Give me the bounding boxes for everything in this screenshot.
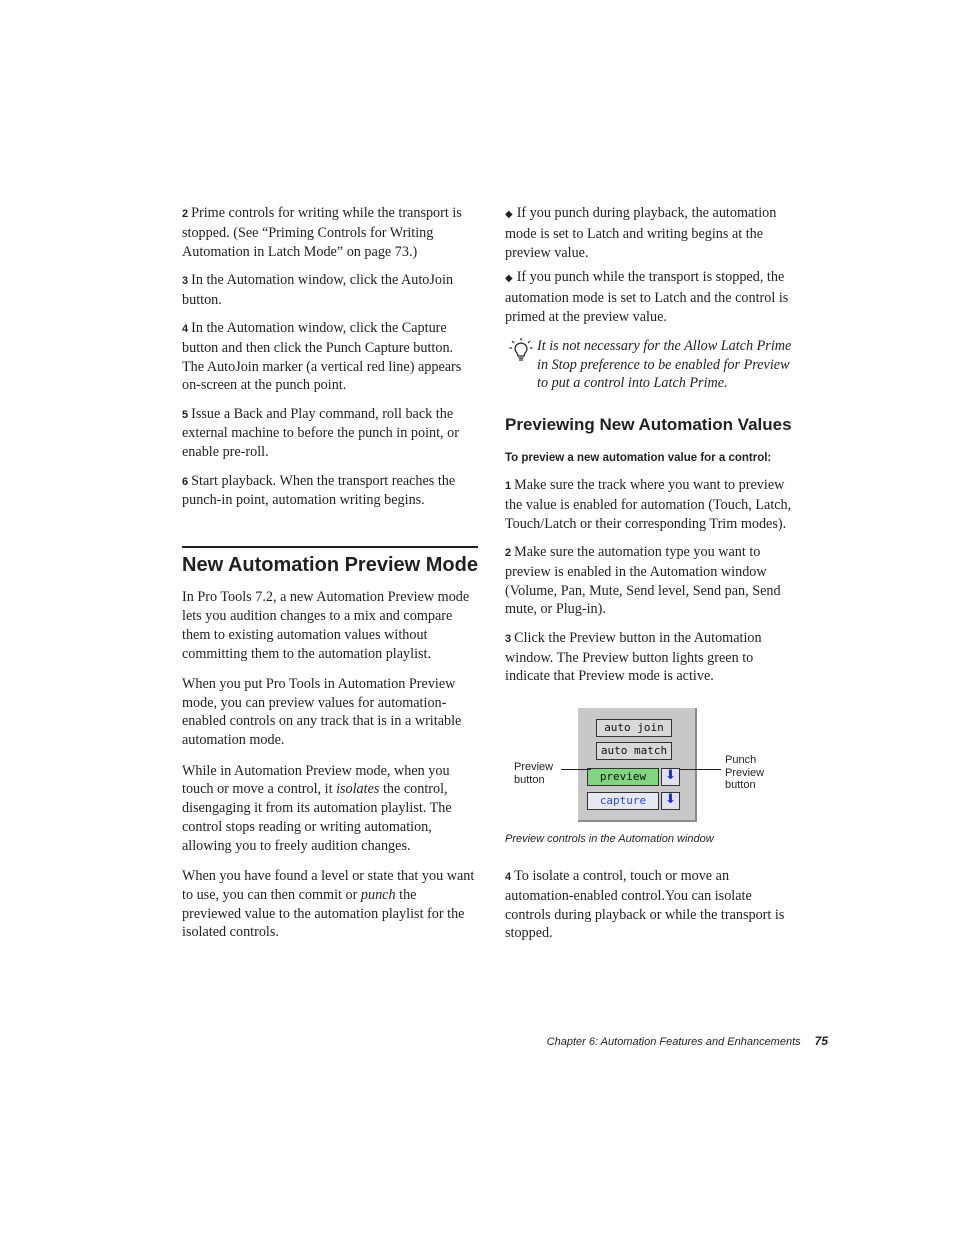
step-1: 1 Make sure the track where you want to preview the value is enabled for automation (Touch, Latch, Touch/Latch or their corresponding Trim modes). [505, 477, 792, 532]
page-footer [547, 1034, 828, 1048]
diamond-bullet-icon: ◆ [505, 273, 513, 285]
automation-window-panel [578, 708, 697, 822]
subsection-heading: Previewing New Automation Values [505, 415, 792, 435]
step-3: 3 Click the Preview button in the Automation window. The Preview button lights green to indicate that Preview mode is active. [505, 629, 762, 685]
page-number: 75 [814, 1034, 828, 1048]
left-column [182, 204, 478, 954]
bullet-item: ◆ If you punch during playback, the automation mode is set to Latch and writing begins at the preview value. [505, 205, 777, 261]
auto-match-button[interactable]: auto match [596, 742, 672, 760]
chapter-title: Chapter 6: Automation Features and Enhancements [546, 1036, 801, 1048]
diamond-bullet-icon: ◆ [505, 209, 513, 220]
auto-join-button[interactable]: auto join [596, 719, 672, 737]
lightbulb-icon [509, 337, 533, 363]
section-heading: New Automation Preview Mode [182, 554, 478, 577]
down-arrow-icon: ⬇ [665, 768, 676, 784]
step-4: 4 In the Automation window, click the Capture button and then click the Punch Capture button. The AutoJoin marker (a vertical red line) appears on-screen at the punch point. [182, 319, 462, 394]
right-column [505, 204, 799, 953]
punch-preview-callout: Punch Preview button [725, 754, 765, 792]
step-4: 4 To isolate a control, touch or move an automation-enabled control.You can isolate controls during playback or while the transport is stopped. [505, 867, 785, 942]
capture-button[interactable]: capture [587, 792, 659, 810]
step-2: 2 Prime controls for writing while the transport is stopped. (See “Priming Controls for Writing Automation in Latch Mode” on page 73.) [182, 205, 462, 260]
section-rule [182, 546, 478, 548]
preview-values-paragraph: When you put Pro Tools in Automation Preview mode, you can preview values for automation-enabled controls on any track that is in a writable automation mode. [182, 675, 462, 749]
punch-preview-button[interactable] [661, 768, 680, 786]
step-5: 5 Issue a Back and Play command, roll back the external machine to before the punch in point, or enable pre-roll. [182, 405, 459, 461]
punch-capture-button[interactable] [661, 792, 680, 810]
tip-note [505, 337, 799, 393]
tip-text: It is not necessary for the Allow Latch Prime in Stop preference to be enabled for Preview to put a control into Latch Prime. [537, 337, 792, 392]
bullet-item: ◆ If you punch while the transport is stopped, the automation mode is set to Latch and the control is primed at the preview value. [505, 269, 789, 325]
step-2: 2 Make sure the automation type you want to preview is enabled in the Automation window (Volume, Pan, Mute, Send level, Send pan, Send mute, or Plug-in). [505, 544, 781, 618]
preview-button-callout: Preview button [514, 761, 554, 786]
step-3: 3 In the Automation window, click the AutoJoin button. [182, 271, 454, 308]
automation-window-figure [505, 700, 799, 830]
punch-paragraph: When you have found a level or state that you want to use, you can then commit or punch the previewed value to the automation playlist for the isolated controls. [182, 868, 475, 941]
down-arrow-icon: ⬇ [665, 792, 676, 808]
leader-line-left [561, 769, 591, 770]
procedure-heading: To preview a new automation value for a control: [505, 452, 772, 465]
intro-paragraph: In Pro Tools 7.2, a new Automation Preview mode lets you audition changes to a mix and compare them to existing automation values without committing them to the automation playlist. [182, 589, 470, 662]
figure-caption: Preview controls in the Automation window [505, 833, 714, 846]
preview-button[interactable]: preview [587, 768, 659, 786]
step-6: 6 Start playback. When the transport reaches the punch-in point, automation writing begins. [182, 472, 456, 509]
isolates-paragraph: While in Automation Preview mode, when you touch or move a control, it isolates the control, disengaging it from its automation playlist. The control stops reading or writing automation, allowing you to freely audition changes. [182, 762, 452, 854]
leader-line-right [679, 769, 721, 770]
